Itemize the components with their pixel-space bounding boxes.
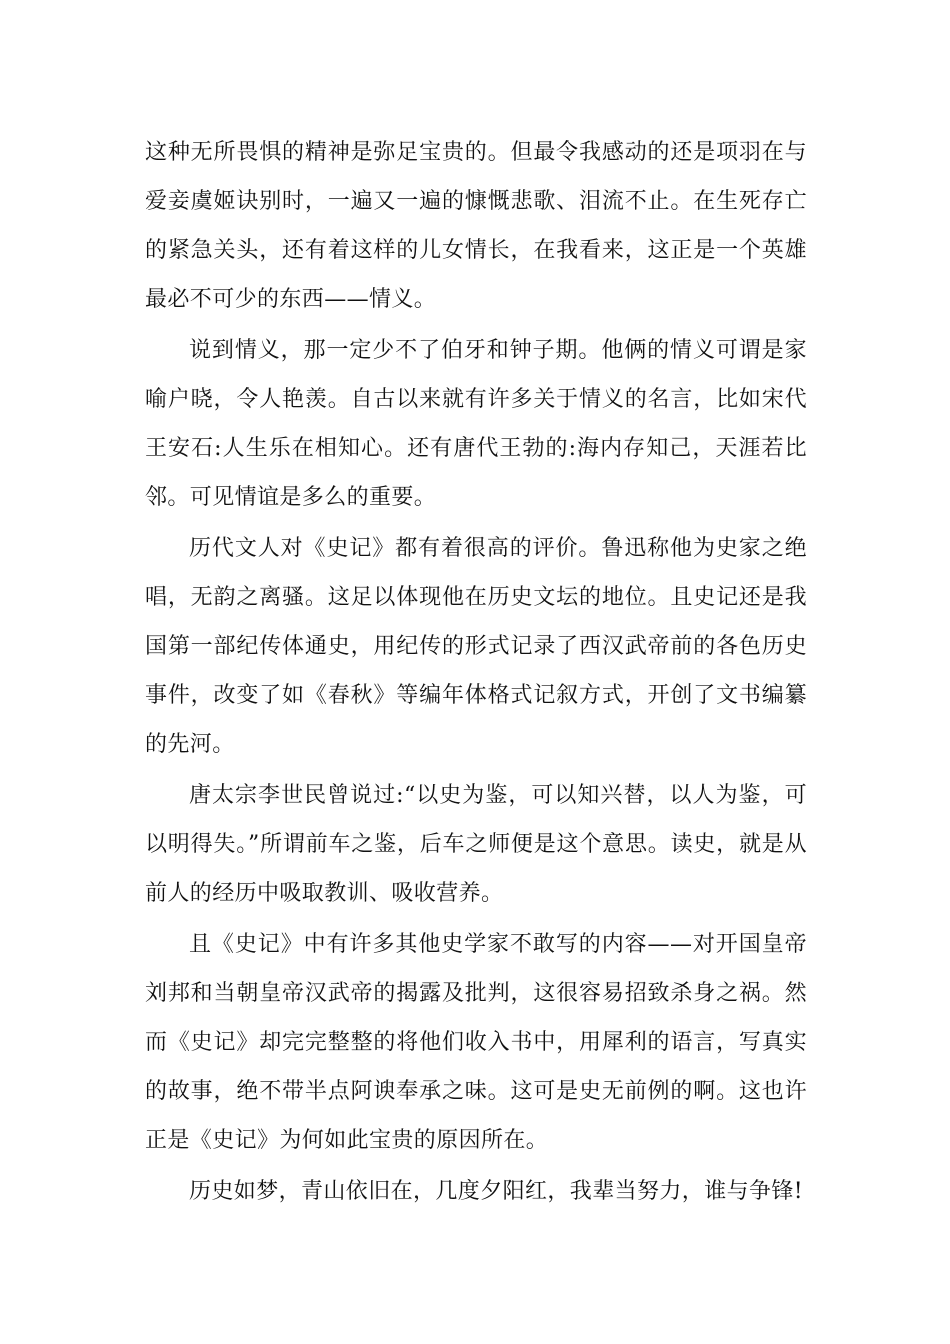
document-body bbox=[145, 128, 807, 1218]
paragraph-1: 这种无所畏惧的精神是弥足宝贵的。但最令我感动的还是项羽在与爱妾虞姬诀别时，一遍又一遍的慷慨悲歌、泪流不止。在生死存亡的紧急关头，还有着这样的儿女情长，在我看来，这正是一个英雄最必不可少的东西——情义。 bbox=[145, 140, 807, 312]
paragraph-6: 历史如梦，青山依旧在，几度夕阳红，我辈当努力，谁与争锋! bbox=[189, 1179, 804, 1204]
paragraph-2: 说到情义，那一定少不了伯牙和钟子期。他俩的情义可谓是家喻户晓，令人艳羡。自古以来就有许多关于情义的名言，比如宋代王安石:人生乐在相知心。还有唐代王勃的:海内存知己，天涯若比邻。可见情谊是多么的重要。 bbox=[145, 338, 807, 510]
paragraph-4: 唐太宗李世民曾说过:“以史为鉴，可以知兴替，以人为鉴，可以明得失。”所谓前车之鉴，后车之师便是这个意思。读史，就是从前人的经历中吸取教训、吸收营养。 bbox=[145, 783, 807, 906]
paragraph-5: 且《史记》中有许多其他史学家不敢写的内容——对开国皇帝刘邦和当朝皇帝汉武帝的揭露及批判，这很容易招致杀身之祸。然而《史记》却完完整整的将他们收入书中，用犀利的语言，写真实的故事，绝不带半点阿谀奉承之味。这可是史无前例的啊。这也许正是《史记》为何如此宝贵的原因所在。 bbox=[145, 932, 807, 1153]
paragraph-3: 历代文人对《史记》都有着很高的评价。鲁迅称他为史家之绝唱，无韵之离骚。这足以体现他在历史文坛的地位。且史记还是我国第一部纪传体通史，用纪传的形式记录了西汉武帝前的各色历史事件，改变了如《春秋》等编年体格式记叙方式，开创了文书编纂的先河。 bbox=[145, 536, 807, 757]
